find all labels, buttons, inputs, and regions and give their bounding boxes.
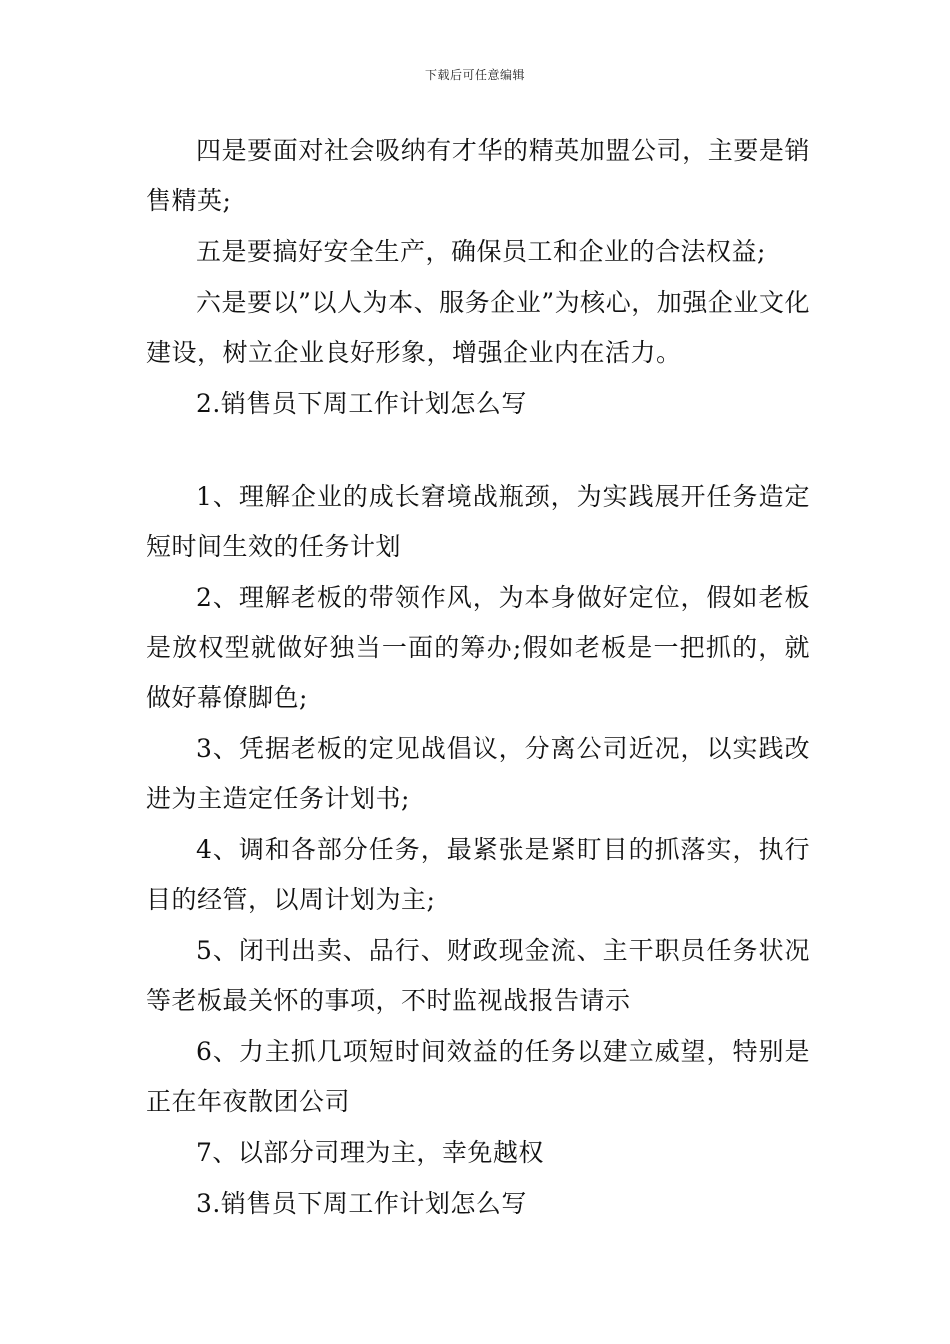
paragraph-item-5: 五是要搞好安全生产，确保员工和企业的合法权益; — [196, 237, 766, 266]
document-body — [146, 126, 810, 1230]
list-item-5: 5、闭刊出卖、品行、财政现金流、主干职员任务状况等老板最关怀的事项，不时监视战报告请示 — [146, 936, 810, 1015]
page-header-note: 下载后可任意编辑 — [424, 68, 525, 82]
list-item-3: 3、凭据老板的定见战倡议，分离公司近况，以实践改进为主造定任务计划书; — [146, 734, 810, 813]
section-heading-2: 2.销售员下周工作计划怎么写 — [196, 389, 527, 418]
list-item-1: 1、理解企业的成长窘境战瓶颈，为实践展开任务造定短时间生效的任务计划 — [146, 482, 810, 561]
paragraph-item-4: 四是要面对社会吸纳有才华的精英加盟公司，主要是销售精英; — [146, 136, 810, 215]
list-item-7: 7、以部分司理为主，幸免越权 — [196, 1138, 544, 1167]
list-item-6: 6、力主抓几项短时间效益的任务以建立威望，特别是正在年夜散团公司 — [146, 1037, 810, 1116]
list-item-2: 2、理解老板的带领作风，为本身做好定位，假如老板是放权型就做好独当一面的筹办;假如老板是一把抓的，就做好幕僚脚色; — [146, 583, 810, 712]
section-spacer — [146, 430, 810, 472]
paragraph-item-6: 六是要以”以人为本、服务企业”为核心，加强企业文化建设，树立企业良好形象，增强企业内在活力。 — [146, 288, 810, 367]
list-item-4: 4、调和各部分任务，最紧张是紧盯目的抓落实，执行目的经管，以周计划为主; — [146, 835, 810, 914]
section-heading-3: 3.销售员下周工作计划怎么写 — [196, 1189, 527, 1218]
